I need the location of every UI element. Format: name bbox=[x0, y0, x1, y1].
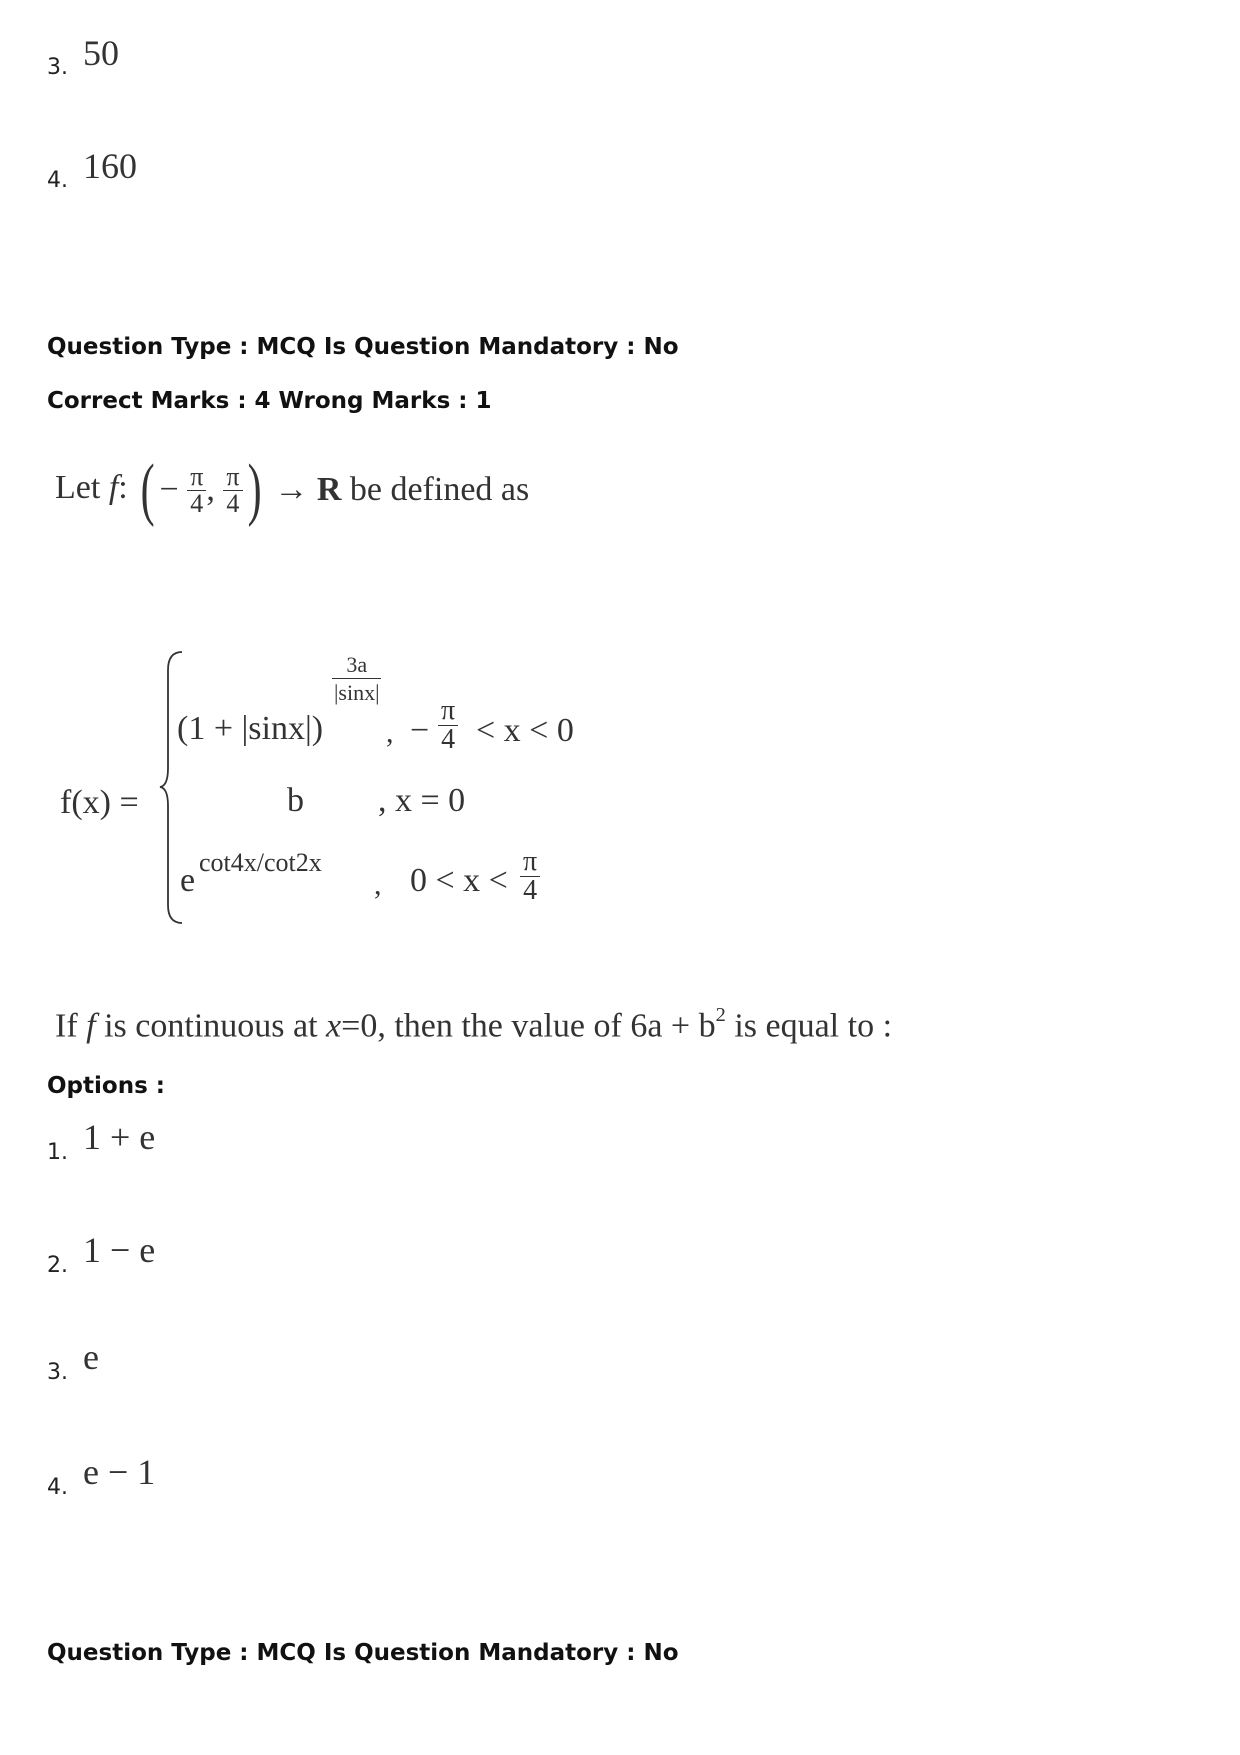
question-intro: Let f: ( − $\frac{\pi}{4}$ , $\frac{\pi}{4}$ ) → R be defined as bbox=[55, 451, 530, 528]
option-2-value[interactable]: 1 − e bbox=[83, 1230, 156, 1270]
prev-option-4-number: 4. bbox=[47, 168, 68, 193]
option-3-number: 3. bbox=[47, 1360, 68, 1385]
case1-base: (1 + |sinx|) bbox=[177, 710, 324, 747]
case3-base: e bbox=[180, 862, 196, 899]
option-2-number: 2. bbox=[47, 1253, 68, 1278]
case3-fraction: $\frac{\pi}{4}$ bbox=[520, 848, 540, 905]
option-1-number: 1. bbox=[47, 1140, 68, 1165]
question-prompt: If f is continuous at x=0, then the value of $6a + b^2$ is equal to : bbox=[55, 1004, 893, 1045]
case3-exponent: cot4x/cot2x bbox=[199, 848, 322, 877]
prev-option-4-value: 160 bbox=[83, 146, 137, 186]
options-label: Options : bbox=[47, 1073, 165, 1099]
case1-exponent: 3a |sinx| bbox=[334, 652, 380, 705]
option-1-value[interactable]: 1 + e bbox=[83, 1117, 156, 1157]
question-type-line: Question Type : MCQ Is Question Mandatory : No bbox=[47, 334, 679, 360]
prev-option-3-value: 50 bbox=[83, 33, 119, 73]
case1-cond-fraction: $\frac{\pi}{4}$ bbox=[438, 697, 458, 754]
case3-condition: 0 < x < bbox=[410, 862, 508, 899]
case3-comma: , bbox=[374, 868, 382, 901]
prev-option-3-number: 3. bbox=[47, 55, 68, 80]
case2-value: b bbox=[287, 782, 304, 819]
option-4-number: 4. bbox=[47, 1475, 68, 1500]
case1-comma: , bbox=[386, 716, 394, 749]
function-lhs: f(x) = bbox=[60, 784, 139, 821]
option-4-value[interactable]: e − 1 bbox=[83, 1452, 156, 1492]
marks-line: Correct Marks : 4 Wrong Marks : 1 bbox=[47, 388, 492, 414]
case1-condition: < x < 0 bbox=[476, 712, 574, 749]
option-3-value[interactable]: e bbox=[83, 1337, 99, 1377]
case2-condition: , x = 0 bbox=[378, 782, 466, 819]
case1-cond-minus: − bbox=[410, 712, 430, 749]
next-question-type-line: Question Type : MCQ Is Question Mandatory : No bbox=[47, 1640, 679, 1666]
